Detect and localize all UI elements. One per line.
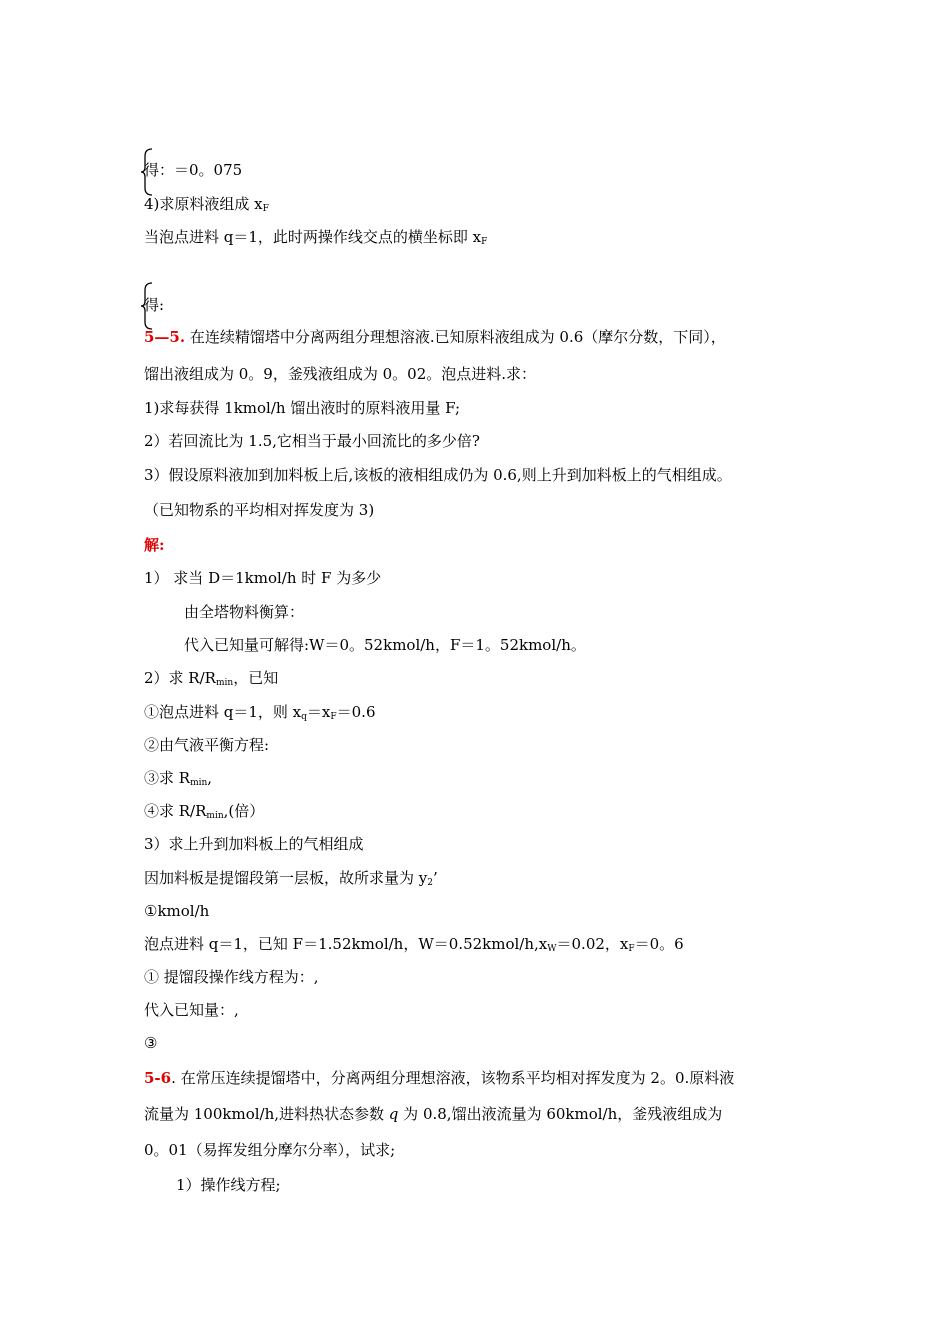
subscript: F bbox=[481, 237, 488, 247]
solution-step-1a bbox=[184, 602, 304, 622]
question-1 bbox=[144, 398, 460, 418]
sub-step-2 bbox=[144, 735, 269, 755]
solution-step-1b bbox=[184, 635, 586, 655]
subscript: min bbox=[215, 678, 234, 688]
step-text: 由全塔物料衡算： bbox=[184, 603, 305, 621]
step-text: ，已知 bbox=[233, 669, 279, 687]
question-3 bbox=[144, 465, 732, 485]
question-text: 3）假设原料液加到加料板上后,该板的液相组成仍为 0.6,则上升到加料板上的气相组成。 bbox=[144, 466, 732, 484]
problem-5-5-line-1 bbox=[144, 327, 726, 347]
sub-step-3 bbox=[144, 768, 212, 793]
step-text: 2）求 R/R bbox=[144, 669, 216, 687]
sub-step-1 bbox=[144, 702, 376, 727]
step-text: , bbox=[207, 769, 213, 787]
step-text: 代入已知量可解得:W＝0。52kmol/h，F＝1。52kmol/h。 bbox=[184, 636, 586, 654]
problem-text: . 在常压连续提馏塔中，分离两组分理想溶液，该物系平均相对挥发度为 2。0.原料液 bbox=[171, 1069, 735, 1087]
step-text: ②由气液平衡方程: bbox=[144, 736, 270, 754]
problem-number: 5—5. bbox=[144, 328, 186, 346]
subscript: q bbox=[301, 712, 307, 722]
result-line bbox=[144, 160, 242, 180]
solution-step-3e bbox=[144, 1000, 239, 1020]
subscript: min bbox=[206, 811, 224, 821]
step-4-line bbox=[144, 194, 269, 219]
step-text: ③求 R bbox=[144, 769, 191, 787]
problem-text: 0。01（易挥发组分摩尔分率），试求; bbox=[144, 1141, 396, 1159]
solution-step-3 bbox=[144, 834, 364, 854]
subscript: 2 bbox=[427, 878, 433, 888]
problem-5-5-line-2 bbox=[144, 364, 536, 384]
step-text: 1） 求当 D＝1kmol/h 时 F 为多少 bbox=[144, 569, 382, 587]
question-text: 2）若回流比为 1.5,它相当于最小回流比的多少倍? bbox=[144, 432, 480, 450]
solution-step-3a bbox=[144, 868, 438, 893]
subscript: F bbox=[330, 712, 337, 722]
step-text: ＝x bbox=[306, 703, 331, 721]
result-text-2: 得: bbox=[144, 296, 165, 314]
result-line-2 bbox=[144, 295, 164, 315]
problem-5-6-line-3 bbox=[144, 1140, 395, 1160]
step-text: ＝0。6 bbox=[634, 935, 684, 953]
q-variable: q bbox=[388, 1105, 399, 1123]
step-text: ① 提馏段操作线方程为：, bbox=[144, 968, 319, 986]
step-text: 因加料板是提馏段第一层板，故所求量为 y bbox=[144, 869, 428, 887]
step-text: ④求 R/R bbox=[144, 802, 207, 820]
problem-text: 在连续精馏塔中分离两组分理想溶液.已知原料液组成为 0.6（摩尔分数，下同）， bbox=[185, 328, 726, 346]
problem-text: 馏出液组成为 0。9，釜残液组成为 0。02。泡点进料.求： bbox=[144, 365, 537, 383]
step-text: ’ bbox=[432, 869, 438, 887]
step-text: ＝0.02，x bbox=[556, 935, 629, 953]
problem-5-6-line-2 bbox=[144, 1104, 722, 1124]
bubble-point-line bbox=[144, 227, 487, 252]
subscript: F bbox=[262, 204, 269, 214]
question-2 bbox=[144, 431, 480, 451]
problem-5-6-line-1 bbox=[144, 1068, 734, 1088]
step-text: 泡点进料 q＝1，已知 F＝1.52kmol/h，W＝0.52kmol/h,x bbox=[144, 935, 548, 953]
step-text: ,(倍） bbox=[223, 802, 265, 820]
step-text: ③ bbox=[144, 1034, 158, 1052]
subscript: W bbox=[547, 944, 557, 954]
step-text: 代入已知量：, bbox=[144, 1001, 239, 1019]
problem-text: 流量为 100kmol/h,进料热状态参数 bbox=[144, 1105, 389, 1123]
step-4-text: 4)求原料液组成 x bbox=[144, 195, 263, 213]
given-note bbox=[144, 500, 374, 520]
solution-step-3b bbox=[144, 901, 209, 921]
step-text: ①kmol/h bbox=[144, 902, 210, 920]
solution-label: 解: bbox=[144, 536, 165, 554]
note-text: （已知物系的平均相对挥发度为 3) bbox=[144, 501, 375, 519]
solution-step-3f bbox=[144, 1033, 157, 1053]
step-text: ①泡点进料 q＝1，则 x bbox=[144, 703, 302, 721]
problem-text: 为 0.8,馏出液流量为 60kmol/h，釜残液组成为 bbox=[398, 1105, 723, 1123]
problem-number: 5-6 bbox=[144, 1069, 172, 1087]
result-text: 得：＝0。075 bbox=[144, 161, 243, 179]
solution-step-3c bbox=[144, 934, 684, 959]
solution-heading bbox=[144, 535, 165, 555]
question-text: 1)求每获得 1kmol/h 馏出液时的原料液用量 F; bbox=[144, 399, 461, 417]
step-text: ＝0.6 bbox=[336, 703, 376, 721]
problem-5-6-question-1 bbox=[176, 1175, 281, 1195]
solution-step-2 bbox=[144, 668, 278, 693]
subscript: min bbox=[190, 778, 208, 788]
step-text: 3）求上升到加料板上的气相组成 bbox=[144, 835, 364, 853]
bubble-point-text: 当泡点进料 q＝1，此时两操作线交点的横坐标即 x bbox=[144, 228, 482, 246]
question-text: 1）操作线方程; bbox=[176, 1176, 281, 1194]
solution-step-1 bbox=[144, 568, 381, 588]
sub-step-4 bbox=[144, 801, 264, 826]
subscript: F bbox=[628, 944, 635, 954]
solution-step-3d bbox=[144, 967, 319, 987]
